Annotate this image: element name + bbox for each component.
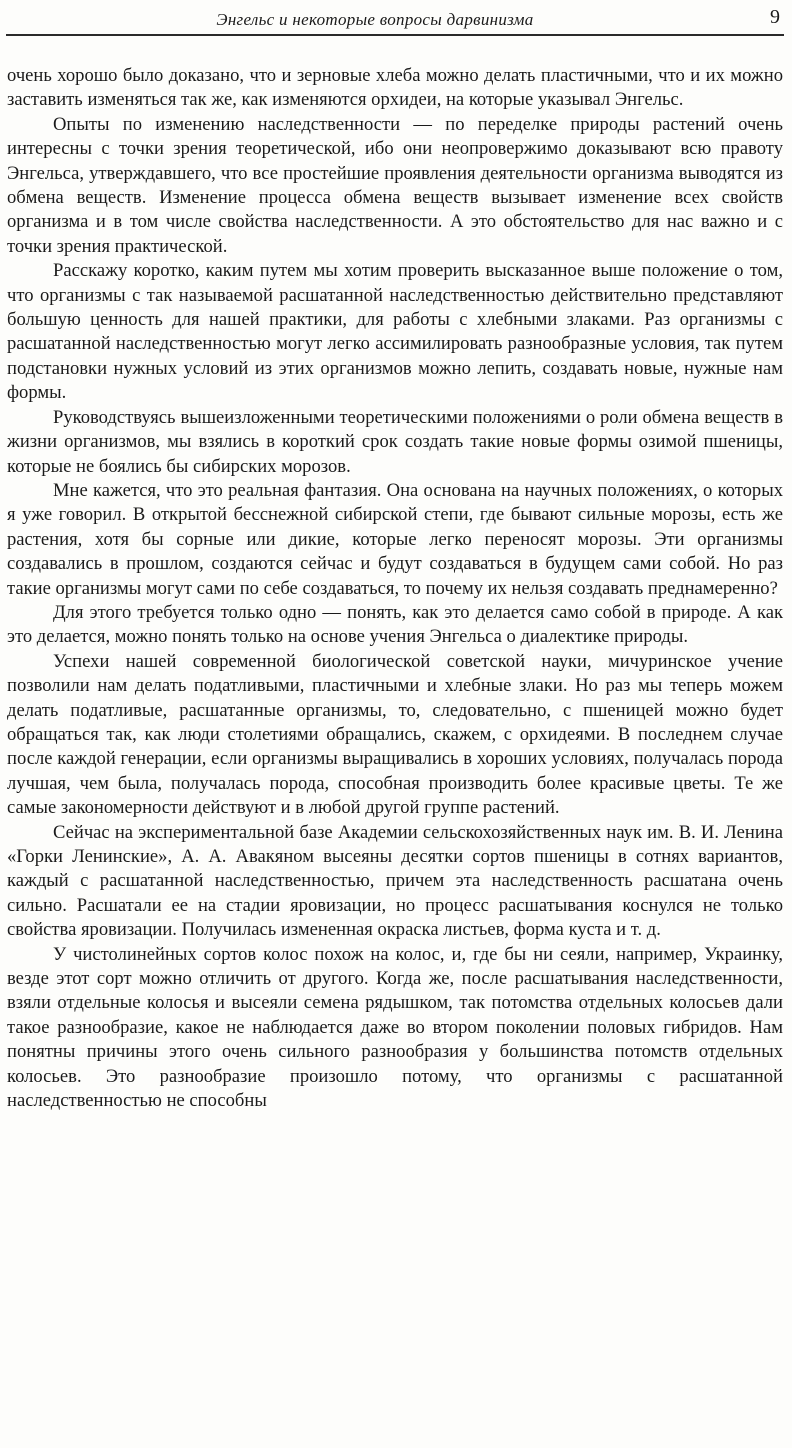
paragraph-7: Успехи нашей современной биологической советской науки, мичуринское учение позволили нам делать податливыми, пластичными и хлебные злаки. Но раз мы теперь можем делать податливые, расшатанные организмы, то, следовательно, с пшеницей можно будет обращаться так, как люди столетиями обращались, скажем, с орхидеями. В последнем случае после каждой генерации, если организмы выращивались в хороших условиях, получалась порода лучшая, чем была, получалась порода, способная производить более красивые цветы. Те же самые закономерности действуют и в любой другой группе растений.	[7, 650, 783, 819]
running-header	[6, 4, 784, 34]
paragraph-3: Расскажу коротко, каким путем мы хотим проверить высказанное выше положение о том, что организмы с так называемой расшатанной наследственностью действительно представляют большую ценность для нашей практики, для работы с хлебными злаками. Раз организмы с расшатанной наследственностью могут легко ассимилировать разнообразные условия, так путем подстановки нужных условий из этих организмов можно лепить, создавать новые, нужные нам формы.	[7, 260, 783, 404]
page-number: 9	[770, 6, 780, 28]
paragraph-2: Опыты по изменению наследственности — по переделке природы растений очень интересны с точки зрения теоретической, ибо они неопровержимо доказывают всю правоту Энгельса, утверждавшего, что все простейшие проявления деятельности организма выводятся из обмена веществ. Изменение процесса обмена веществ вызывает изменение всех свойств организма и в том числе свойства наследственности. А это обстоятельство для нас важно и с точки зрения практической.	[7, 113, 783, 257]
header-rule	[6, 34, 784, 36]
paragraph-9: У чистолинейных сортов колос похож на колос, и, где бы ни сеяли, например, Украинку, везде этот сорт можно отличить от другого. Когда же, после расшатывания наследственности, взяли отдельные колосья и высеяли семена рядышком, так потомства отдельных колосьев дали такое разнообразие, какое не наблюдается даже во втором поколении половых гибридов. Нам понятны причины этого очень сильного разнообразия у большинства потомств отдельных колосьев. Это разнообразие произошло потому, что организмы с расшатанной наследственностью не способны	[7, 943, 783, 1112]
running-title: Энгельс и некоторые вопросы дарвинизма	[216, 10, 534, 29]
paragraph-6: Для этого требуется только одно — понять, как это делается само собой в природе. А как это делается, можно понять только на основе учения Энгельса о диалектике природы.	[7, 601, 783, 648]
paragraph-4: Руководствуясь вышеизложенными теоретическими положениями о роли обмена веществ в жизни организмов, мы взялись в короткий срок создать такие новые формы озимой пшеницы, которые не боялись бы сибирских морозов.	[7, 406, 783, 477]
paragraph-8: Сейчас на экспериментальной базе Академии сельскохозяйственных наук им. В. И. Ленина «Горки Ленинские», А. А. Авакяном высеяны десятки сортов пшеницы в сотнях вариантов, каждый с расшатанной наследственностью, причем эта наследственность расшатана очень сильно. Расшатали ее на стадии яровизации, но процесс расшатывания коснулся не только свойства яровизации. Получилась измененная окраска листьев, форма куста и т. д.	[7, 821, 783, 941]
paragraph-1: очень хорошо было доказано, что и зерновые хлеба можно делать пластичными, что и их можно заставить изменяться так же, как изменяются орхидеи, на которые указывал Энгельс.	[7, 65, 783, 111]
text-body	[7, 64, 783, 1113]
paragraph-5: Мне кажется, что это реальная фантазия. Она основана на научных положениях, о которых я уже говорил. В открытой бесснежной сибирской степи, где бывают сильные морозы, есть же растения, хотя бы сорные или дикие, которые легко переносят морозы. Эти организмы создавались в прошлом, создаются сейчас и будут создаваться в будущем сами собой. Но раз такие организмы могут сами по себе создаваться, то почему их нельзя создавать преднамеренно?	[7, 479, 783, 599]
